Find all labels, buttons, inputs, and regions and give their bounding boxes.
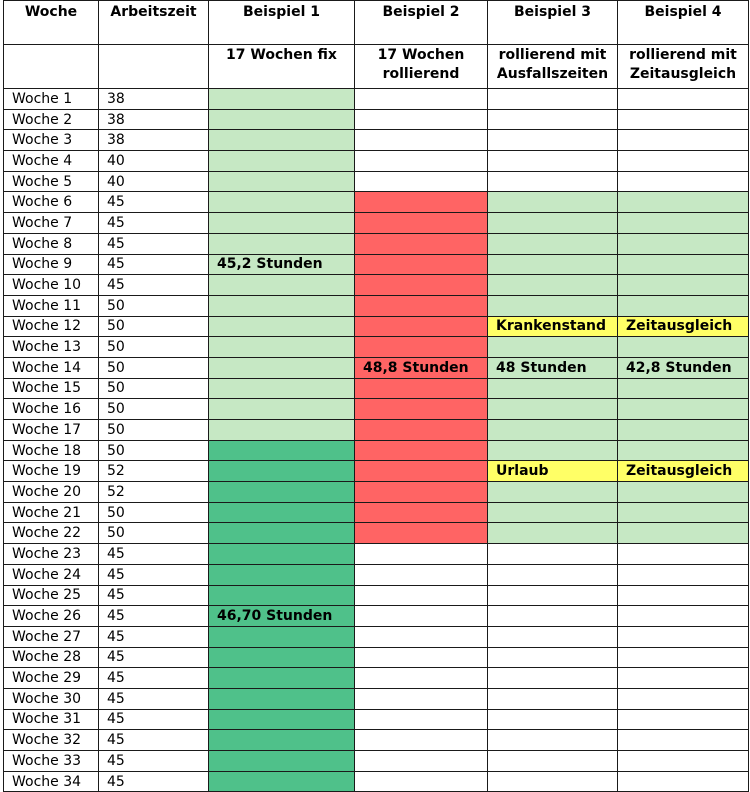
table-row xyxy=(4,254,749,275)
example-4-cell xyxy=(618,337,749,358)
example-3-cell xyxy=(488,688,618,709)
table-row xyxy=(4,771,749,792)
hours-cell: 45 xyxy=(99,544,209,565)
example-1-cell xyxy=(209,709,355,730)
example-3-cell: Krankenstand xyxy=(488,316,618,337)
table-row xyxy=(4,688,749,709)
hours-cell: 38 xyxy=(99,89,209,110)
subheader-example-2: 17 Wochen rollierend xyxy=(355,45,488,89)
table-row xyxy=(4,502,749,523)
example-4-cell xyxy=(618,688,749,709)
hours-cell: 45 xyxy=(99,771,209,792)
week-cell: Woche 10 xyxy=(4,275,99,296)
example-4-cell xyxy=(618,130,749,151)
week-cell: Woche 5 xyxy=(4,171,99,192)
hours-cell: 50 xyxy=(99,502,209,523)
example-3-cell xyxy=(488,151,618,172)
table-row xyxy=(4,730,749,751)
example-4-cell xyxy=(618,730,749,751)
example-3-cell xyxy=(488,544,618,565)
example-1-cell xyxy=(209,295,355,316)
hours-cell: 45 xyxy=(99,564,209,585)
example-2-cell xyxy=(355,109,488,130)
example-1-cell xyxy=(209,564,355,585)
week-cell: Woche 15 xyxy=(4,378,99,399)
hours-cell: 50 xyxy=(99,357,209,378)
example-1-cell xyxy=(209,357,355,378)
subheader-example-4: rollierend mit Zeitausgleich xyxy=(618,45,749,89)
hours-cell: 50 xyxy=(99,420,209,441)
table-row xyxy=(4,626,749,647)
example-3-cell xyxy=(488,564,618,585)
example-4-cell xyxy=(618,482,749,503)
hours-cell: 45 xyxy=(99,275,209,296)
hours-cell: 50 xyxy=(99,378,209,399)
week-cell: Woche 21 xyxy=(4,502,99,523)
hours-cell: 50 xyxy=(99,316,209,337)
hours-cell: 45 xyxy=(99,585,209,606)
table-row xyxy=(4,523,749,544)
table-row xyxy=(4,564,749,585)
example-2-cell xyxy=(355,233,488,254)
example-2-cell xyxy=(355,254,488,275)
example-3-cell xyxy=(488,399,618,420)
example-1-cell xyxy=(209,482,355,503)
header-week: Woche xyxy=(4,1,99,45)
example-3-cell: 48 Stunden xyxy=(488,357,618,378)
example-3-cell xyxy=(488,482,618,503)
subheader-example-1: 17 Wochen fix xyxy=(209,45,355,89)
example-3-cell xyxy=(488,606,618,627)
example-3-cell xyxy=(488,440,618,461)
example-1-cell xyxy=(209,89,355,110)
subheader-row xyxy=(4,45,749,89)
example-4-cell xyxy=(618,626,749,647)
hours-cell: 45 xyxy=(99,192,209,213)
example-4-cell xyxy=(618,254,749,275)
example-1-cell xyxy=(209,378,355,399)
example-1-cell xyxy=(209,233,355,254)
table-row xyxy=(4,337,749,358)
table-body xyxy=(4,89,749,792)
example-3-cell xyxy=(488,420,618,441)
table-row xyxy=(4,275,749,296)
table-row xyxy=(4,399,749,420)
example-1-cell: 45,2 Stunden xyxy=(209,254,355,275)
week-cell: Woche 31 xyxy=(4,709,99,730)
example-4-cell xyxy=(618,378,749,399)
example-4-cell xyxy=(618,668,749,689)
example-1-cell xyxy=(209,730,355,751)
example-1-cell xyxy=(209,420,355,441)
example-2-cell xyxy=(355,192,488,213)
hours-cell: 38 xyxy=(99,130,209,151)
example-3-cell xyxy=(488,171,618,192)
table-row xyxy=(4,668,749,689)
table-row xyxy=(4,420,749,441)
example-3-cell xyxy=(488,254,618,275)
week-cell: Woche 13 xyxy=(4,337,99,358)
hours-cell: 40 xyxy=(99,171,209,192)
example-4-cell xyxy=(618,275,749,296)
example-1-cell xyxy=(209,502,355,523)
example-1-cell xyxy=(209,109,355,130)
week-cell: Woche 33 xyxy=(4,751,99,772)
hours-cell: 45 xyxy=(99,233,209,254)
header-example-2: Beispiel 2 xyxy=(355,1,488,45)
hours-cell: 45 xyxy=(99,709,209,730)
table-row xyxy=(4,585,749,606)
hours-cell: 50 xyxy=(99,337,209,358)
example-2-cell xyxy=(355,420,488,441)
example-1-cell xyxy=(209,544,355,565)
table-row xyxy=(4,606,749,627)
example-3-cell xyxy=(488,647,618,668)
hours-cell: 52 xyxy=(99,482,209,503)
example-3-cell xyxy=(488,109,618,130)
example-3-cell xyxy=(488,771,618,792)
example-4-cell xyxy=(618,151,749,172)
example-1-cell xyxy=(209,668,355,689)
example-3-cell xyxy=(488,130,618,151)
example-4-cell xyxy=(618,709,749,730)
example-1-cell xyxy=(209,151,355,172)
example-3-cell xyxy=(488,337,618,358)
week-cell: Woche 29 xyxy=(4,668,99,689)
example-2-cell xyxy=(355,213,488,234)
hours-cell: 45 xyxy=(99,730,209,751)
example-4-cell xyxy=(618,564,749,585)
example-3-cell xyxy=(488,275,618,296)
example-4-cell xyxy=(618,420,749,441)
example-3-cell xyxy=(488,626,618,647)
example-3-cell xyxy=(488,233,618,254)
example-3-cell xyxy=(488,89,618,110)
example-4-cell xyxy=(618,171,749,192)
example-4-cell xyxy=(618,523,749,544)
week-cell: Woche 7 xyxy=(4,213,99,234)
table-row xyxy=(4,709,749,730)
hours-cell: 50 xyxy=(99,399,209,420)
table-row xyxy=(4,151,749,172)
example-4-cell: Zeitausgleich xyxy=(618,461,749,482)
example-2-cell xyxy=(355,668,488,689)
example-3-cell xyxy=(488,213,618,234)
example-1-cell xyxy=(209,440,355,461)
week-cell: Woche 9 xyxy=(4,254,99,275)
hours-cell: 50 xyxy=(99,295,209,316)
header-working-time: Arbeitszeit xyxy=(99,1,209,45)
table-row xyxy=(4,482,749,503)
example-2-cell xyxy=(355,730,488,751)
example-4-cell xyxy=(618,751,749,772)
example-2-cell xyxy=(355,502,488,523)
example-1-cell xyxy=(209,688,355,709)
table-row xyxy=(4,109,749,130)
header-example-4: Beispiel 4 xyxy=(618,1,749,45)
example-4-cell xyxy=(618,109,749,130)
example-2-cell xyxy=(355,688,488,709)
week-cell: Woche 28 xyxy=(4,647,99,668)
week-cell: Woche 8 xyxy=(4,233,99,254)
week-cell: Woche 22 xyxy=(4,523,99,544)
example-2-cell: 48,8 Stunden xyxy=(355,357,488,378)
example-2-cell xyxy=(355,130,488,151)
example-2-cell xyxy=(355,171,488,192)
example-3-cell xyxy=(488,751,618,772)
example-2-cell xyxy=(355,544,488,565)
hours-cell: 50 xyxy=(99,440,209,461)
table-row xyxy=(4,192,749,213)
week-cell: Woche 23 xyxy=(4,544,99,565)
week-cell: Woche 34 xyxy=(4,771,99,792)
table-row xyxy=(4,213,749,234)
example-4-cell xyxy=(618,502,749,523)
example-4-cell xyxy=(618,606,749,627)
example-4-cell: Zeitausgleich xyxy=(618,316,749,337)
example-2-cell xyxy=(355,275,488,296)
example-2-cell xyxy=(355,523,488,544)
week-cell: Woche 11 xyxy=(4,295,99,316)
example-2-cell xyxy=(355,606,488,627)
subheader-working-time xyxy=(99,45,209,89)
week-cell: Woche 26 xyxy=(4,606,99,627)
example-2-cell xyxy=(355,751,488,772)
example-2-cell xyxy=(355,585,488,606)
example-1-cell xyxy=(209,523,355,544)
example-2-cell xyxy=(355,647,488,668)
example-4-cell xyxy=(618,440,749,461)
week-cell: Woche 16 xyxy=(4,399,99,420)
example-1-cell xyxy=(209,316,355,337)
example-1-cell xyxy=(209,585,355,606)
hours-cell: 50 xyxy=(99,523,209,544)
week-cell: Woche 24 xyxy=(4,564,99,585)
example-4-cell xyxy=(618,213,749,234)
example-1-cell xyxy=(209,192,355,213)
example-4-cell xyxy=(618,295,749,316)
table-row xyxy=(4,89,749,110)
example-2-cell xyxy=(355,771,488,792)
example-3-cell xyxy=(488,585,618,606)
example-3-cell xyxy=(488,502,618,523)
hours-cell: 45 xyxy=(99,751,209,772)
example-1-cell xyxy=(209,337,355,358)
example-2-cell xyxy=(355,440,488,461)
week-cell: Woche 32 xyxy=(4,730,99,751)
example-3-cell xyxy=(488,730,618,751)
example-4-cell xyxy=(618,585,749,606)
table-row xyxy=(4,233,749,254)
example-1-cell xyxy=(209,647,355,668)
example-4-cell xyxy=(618,399,749,420)
week-cell: Woche 27 xyxy=(4,626,99,647)
table-row xyxy=(4,171,749,192)
week-cell: Woche 4 xyxy=(4,151,99,172)
example-2-cell xyxy=(355,461,488,482)
week-cell: Woche 14 xyxy=(4,357,99,378)
table-row xyxy=(4,751,749,772)
week-cell: Woche 12 xyxy=(4,316,99,337)
table-row xyxy=(4,357,749,378)
hours-cell: 45 xyxy=(99,213,209,234)
example-4-cell xyxy=(618,89,749,110)
hours-cell: 45 xyxy=(99,626,209,647)
hours-cell: 52 xyxy=(99,461,209,482)
example-3-cell: Urlaub xyxy=(488,461,618,482)
example-1-cell xyxy=(209,275,355,296)
table-row xyxy=(4,130,749,151)
week-cell: Woche 1 xyxy=(4,89,99,110)
table-row xyxy=(4,647,749,668)
subheader-example-3: rollierend mit Ausfallszeiten xyxy=(488,45,618,89)
example-2-cell xyxy=(355,482,488,503)
hours-cell: 45 xyxy=(99,254,209,275)
example-1-cell xyxy=(209,171,355,192)
week-cell: Woche 30 xyxy=(4,688,99,709)
week-cell: Woche 18 xyxy=(4,440,99,461)
table-row xyxy=(4,295,749,316)
example-4-cell xyxy=(618,192,749,213)
hours-cell: 45 xyxy=(99,688,209,709)
header-example-1: Beispiel 1 xyxy=(209,1,355,45)
week-cell: Woche 6 xyxy=(4,192,99,213)
example-1-cell xyxy=(209,399,355,420)
table-row xyxy=(4,378,749,399)
example-2-cell xyxy=(355,564,488,585)
example-1-cell xyxy=(209,213,355,234)
example-2-cell xyxy=(355,151,488,172)
hours-cell: 40 xyxy=(99,151,209,172)
example-2-cell xyxy=(355,399,488,420)
hours-cell: 45 xyxy=(99,606,209,627)
header-row xyxy=(4,1,749,45)
table-row xyxy=(4,440,749,461)
week-cell: Woche 2 xyxy=(4,109,99,130)
example-1-cell xyxy=(209,130,355,151)
hours-cell: 45 xyxy=(99,647,209,668)
example-3-cell xyxy=(488,295,618,316)
example-1-cell xyxy=(209,771,355,792)
example-3-cell xyxy=(488,709,618,730)
example-3-cell xyxy=(488,378,618,399)
week-cell: Woche 17 xyxy=(4,420,99,441)
example-4-cell xyxy=(618,647,749,668)
example-2-cell xyxy=(355,626,488,647)
table-row xyxy=(4,461,749,482)
week-cell: Woche 25 xyxy=(4,585,99,606)
week-cell: Woche 20 xyxy=(4,482,99,503)
example-2-cell xyxy=(355,709,488,730)
table-row xyxy=(4,544,749,565)
example-1-cell xyxy=(209,751,355,772)
example-2-cell xyxy=(355,316,488,337)
week-cell: Woche 19 xyxy=(4,461,99,482)
example-3-cell xyxy=(488,668,618,689)
example-2-cell xyxy=(355,378,488,399)
example-3-cell xyxy=(488,192,618,213)
example-4-cell: 42,8 Stunden xyxy=(618,357,749,378)
working-time-table xyxy=(3,0,749,792)
hours-cell: 38 xyxy=(99,109,209,130)
example-4-cell xyxy=(618,544,749,565)
example-1-cell xyxy=(209,626,355,647)
example-4-cell xyxy=(618,233,749,254)
example-4-cell xyxy=(618,771,749,792)
subheader-week xyxy=(4,45,99,89)
example-1-cell xyxy=(209,461,355,482)
header-example-3: Beispiel 3 xyxy=(488,1,618,45)
table-row xyxy=(4,316,749,337)
hours-cell: 45 xyxy=(99,668,209,689)
example-2-cell xyxy=(355,89,488,110)
example-2-cell xyxy=(355,337,488,358)
example-3-cell xyxy=(488,523,618,544)
example-1-cell: 46,70 Stunden xyxy=(209,606,355,627)
week-cell: Woche 3 xyxy=(4,130,99,151)
example-2-cell xyxy=(355,295,488,316)
